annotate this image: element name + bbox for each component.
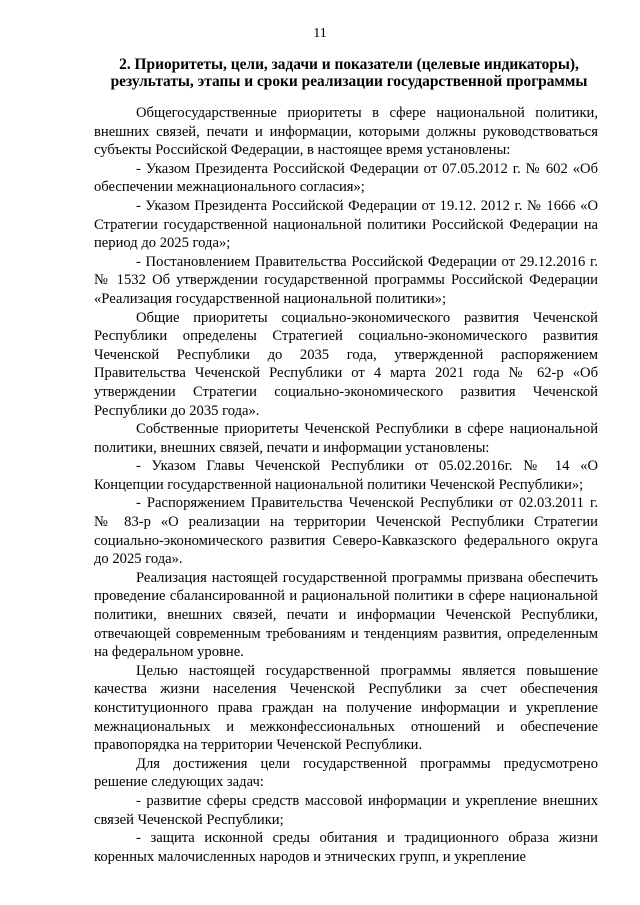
paragraph: - защита исконной среды обитания и традиционного образа жизни коренных малочисленных народов и этнических групп, и укрепление xyxy=(94,830,598,865)
paragraph: Целью настоящей государственной программы является повышение качества жизни населения Чеченской Республики за счет обеспечения конституционного права граждан на получение информации и укрепление межнациональных и межконфессиональных отношений и обеспечение правопорядка на территории Чеченской Республики. xyxy=(94,662,598,754)
section-heading: 2. Приоритеты, цели, задачи и показатели (целевые индикаторы), результаты, этапы и сроки реализации государственной программы xyxy=(110,56,588,90)
body-text xyxy=(94,104,598,866)
paragraph: Собственные приоритеты Чеченской Республики в сфере национальной политики, внешних связей, печати и информации установлены: xyxy=(94,421,598,456)
paragraph: - Постановлением Правительства Российской Федерации от 29.12.2016 г. № 1532 Об утверждении государственной программы Российской Федерации «Реализация государственной национальной политики»; xyxy=(94,253,598,307)
paragraph: Для достижения цели государственной программы предусмотрено решение следующих задач: xyxy=(94,755,598,791)
paragraph: - Указом Президента Российской Федерации от 07.05.2012 г. № 602 «Об обеспечении межнационального согласия»; xyxy=(94,160,598,196)
paragraph: Общегосударственные приоритеты в сфере национальной политики, внешних связей, печати и информации, которыми должны руководствоваться субъекты Российской Федерации, в настоящее время установлены: xyxy=(94,105,598,159)
paragraph: Общие приоритеты социально-экономического развития Чеченской Республики определены Стратегией социально-экономического развития Чеченской Республики до 2035 года, утвержденной распоряжением Правительства Чеченской Республики от 4 марта 2021 года № 62-р «Об утверждении Стратегии социально-экономического развития Чеченской Республики до 2035 года». xyxy=(94,309,598,419)
page-number: 11 xyxy=(313,26,327,41)
paragraph: - Указом Президента Российской Федерации от 19.12. 2012 г. № 1666 «О Стратегии государственной национальной политики Российской Федерации на период до 2025 года»; xyxy=(94,197,598,252)
paragraph: - Распоряжением Правительства Чеченской Республики от 02.03.2011 г. № 83-р «О реализации на территории Чеченской Республики Стратегии социально-экономического развития Северо-Кавказского федерального округа до 2025 года». xyxy=(94,495,598,568)
paragraph: Реализация настоящей государственной программы призвана обеспечить проведение сбалансированной и рациональной политики в сфере национальной политики, внешних связей, печати и информации Чеченской Республики, отвечающей современным требованиям и тенденциям развития, определенным на федеральном уровне. xyxy=(94,569,598,661)
paragraph: - развитие сферы средств массовой информации и укрепление внешних связей Чеченской Республики; xyxy=(94,792,598,828)
paragraph: - Указом Главы Чеченской Республики от 05.02.2016г. № 14 «О Концепции государственной национальной политики Чеченской Республики»; xyxy=(94,458,598,493)
